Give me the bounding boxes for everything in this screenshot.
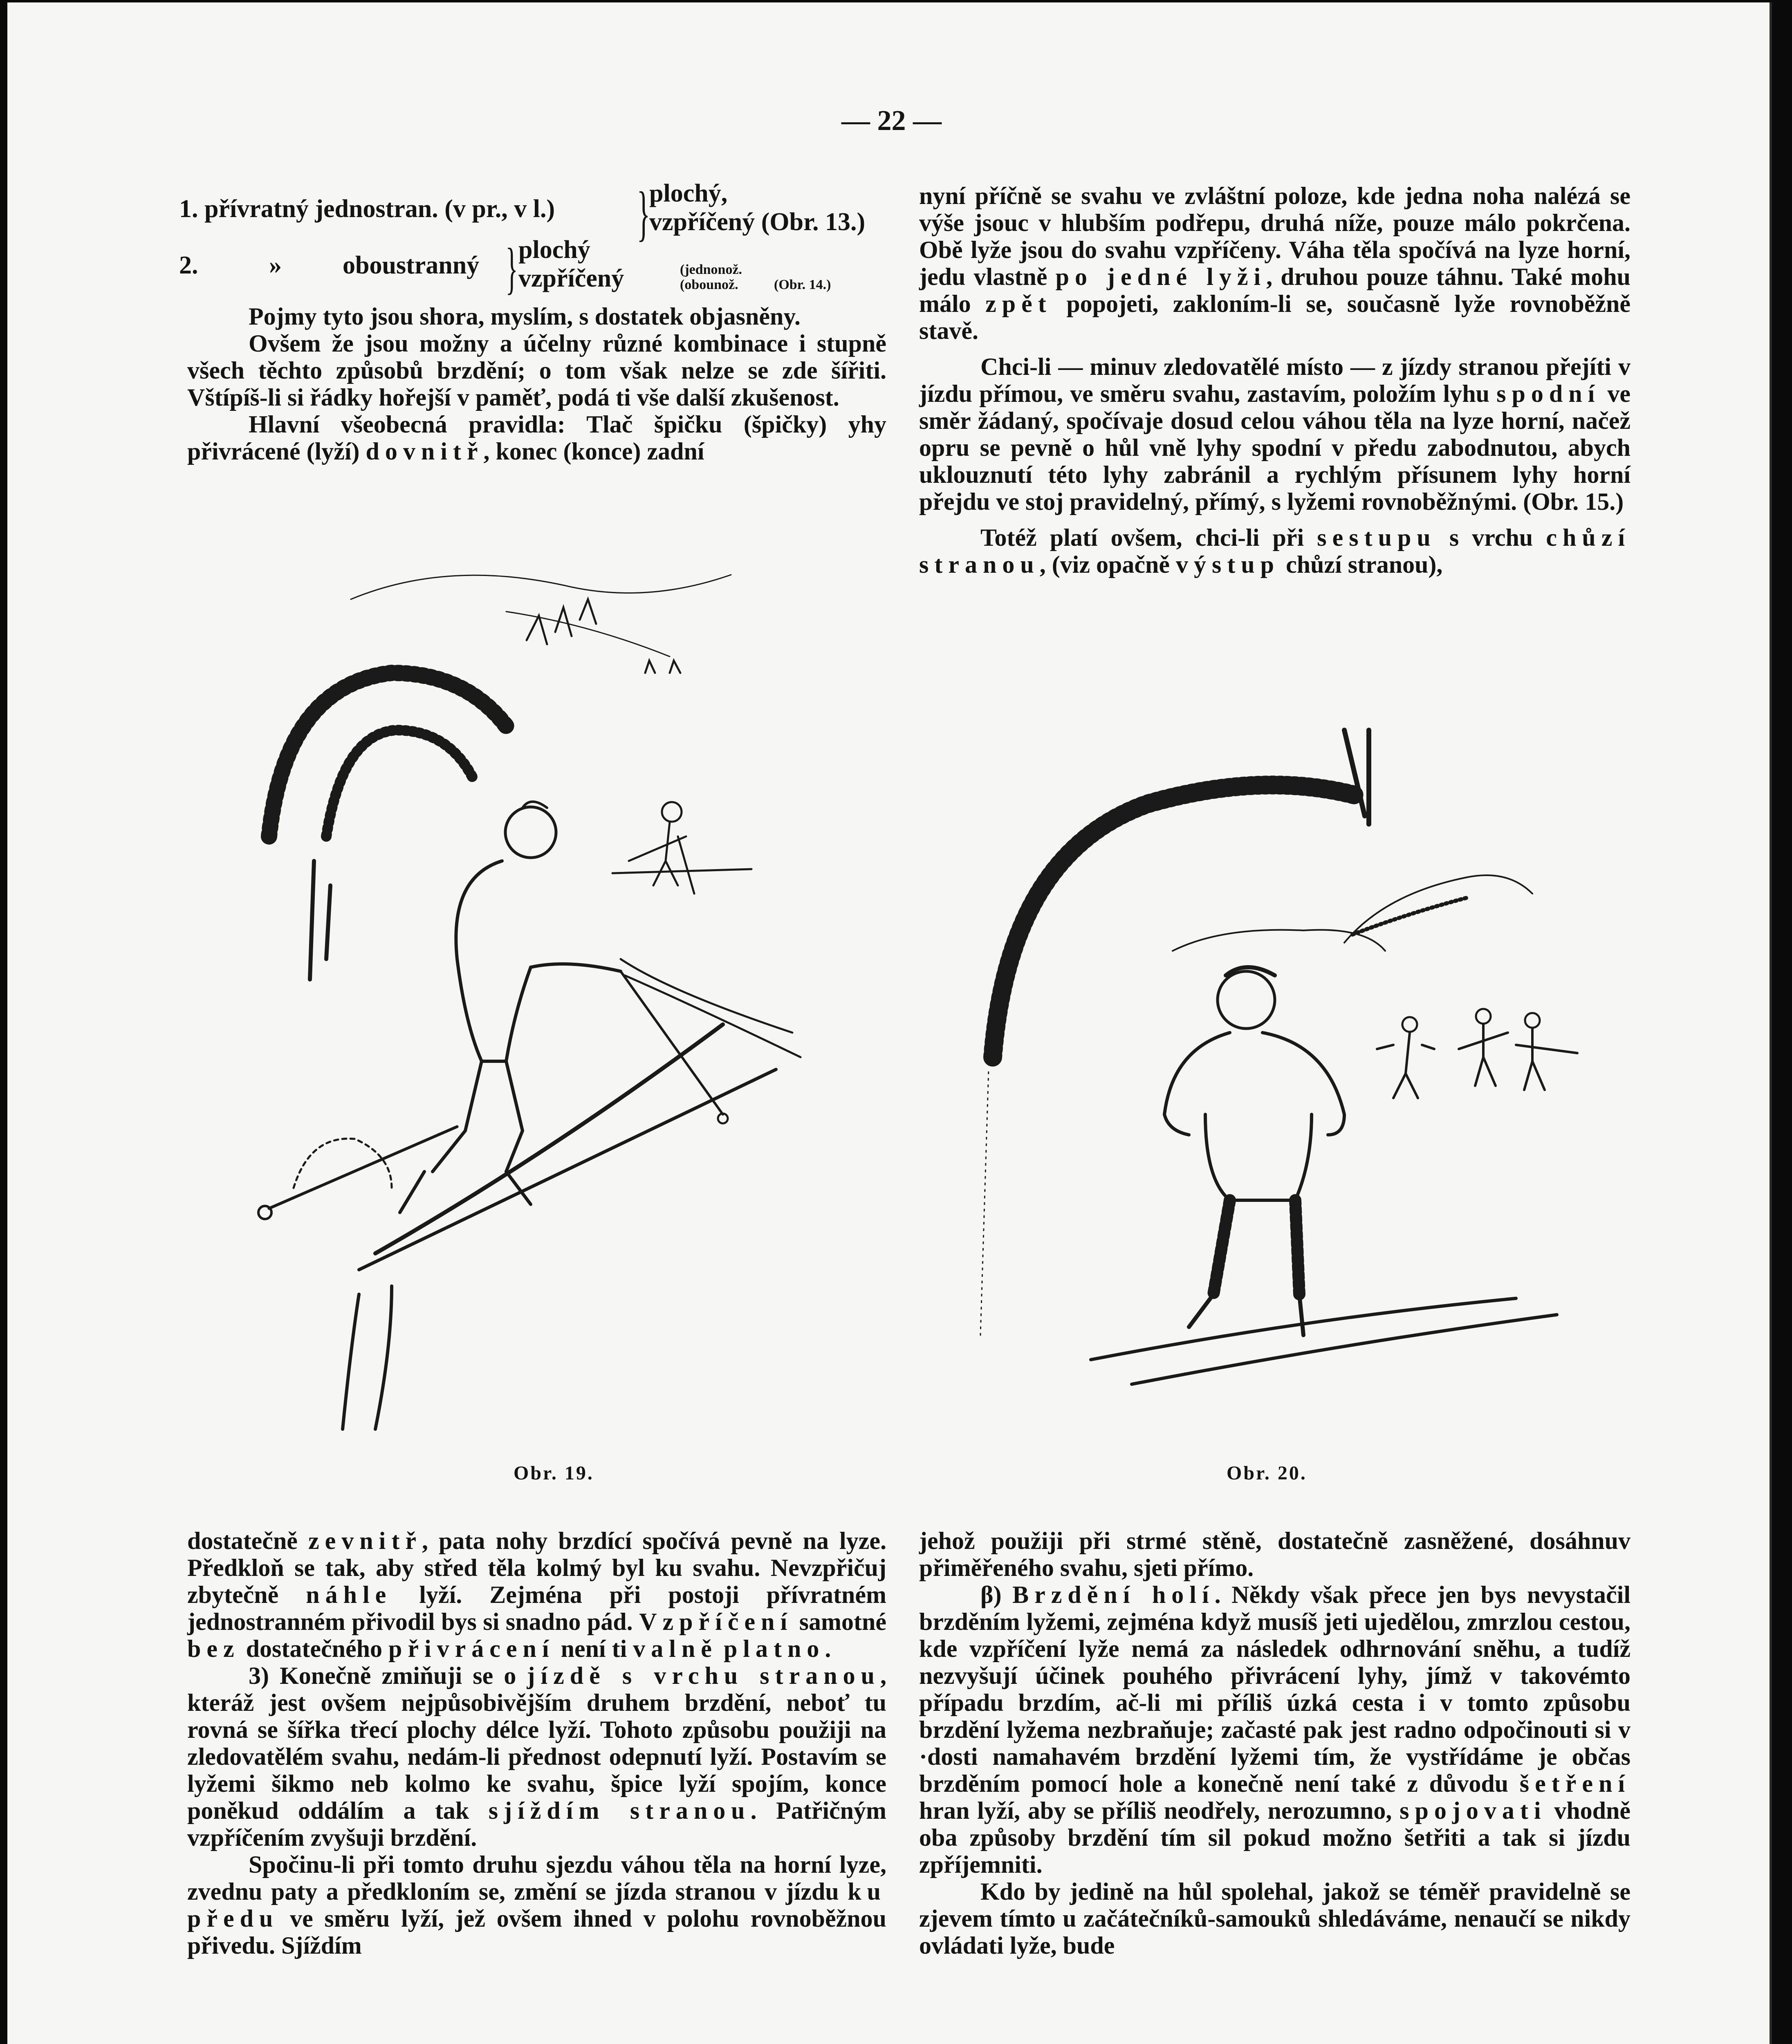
text-run: Hlavní všeobecná pravidla: Tlač špičku (špičky) yhy přivrácené (lyží) bbox=[187, 411, 886, 465]
text-run: . Patřičným vzpříčením zvyšuji brzdění. bbox=[187, 1797, 887, 1851]
brace-2: } bbox=[505, 237, 518, 300]
list-row2-b: vzpříčený bbox=[518, 264, 624, 292]
page-sheet bbox=[7, 2, 1772, 2044]
paragraph: Pojmy tyto jsou shora, myslím, s dostatek objasněny. bbox=[249, 303, 801, 330]
spaced-text: přivrácení bbox=[388, 1635, 555, 1662]
text-run: , konec (konce) zadní bbox=[483, 438, 704, 465]
spaced-text: jízdě s vrchu stranou bbox=[527, 1662, 881, 1689]
spaced-text: po jedné lyži bbox=[1055, 263, 1267, 290]
spaced-text: ku předu bbox=[187, 1878, 887, 1932]
paragraph bbox=[919, 524, 1631, 578]
braking-list bbox=[179, 179, 899, 317]
spaced-text: sjíždím stranou bbox=[488, 1797, 751, 1824]
text-run: , druhou pouze táhnu. Také mohu málo bbox=[919, 263, 1631, 317]
figure-20-illustration bbox=[976, 722, 1581, 1417]
spaced-text: spojovati bbox=[1400, 1797, 1547, 1824]
text-run: Chci-li — minuv zledovatělé místo — z jízdy stranou přejíti v jízdu přímou, ve směru svahu, zastavím, položím lyhu bbox=[919, 353, 1631, 407]
figure-19-caption: Obr. 19. bbox=[514, 1462, 594, 1484]
text-run: nyní příčně se svahu ve zvláštní poloze, kde jedna noha nalézá se výše jsouc v hlubším podřepu, druhá níže, pouze málo pokrčena. Obě lyže jsou do svahu vzpříčeny. Váha těla spočívá na lyze horní, jedu vlastně bbox=[919, 182, 1631, 290]
text-run: dostatečného bbox=[246, 1635, 382, 1662]
page-number: — 22 — bbox=[841, 105, 942, 137]
spaced-text: dovnitř bbox=[366, 438, 484, 465]
text-run: , (viz opačně bbox=[1039, 551, 1170, 578]
text-run: Totéž platí ovšem, chci-li při bbox=[980, 524, 1304, 551]
paragraph bbox=[187, 1662, 886, 1851]
figure-19-illustration bbox=[220, 550, 882, 1433]
text-run: ve směru lyží, jež ovšem ihned v polohu rovnoběžnou přivedu. Sjíždím bbox=[187, 1905, 886, 1959]
text-run: chůzí stranou), bbox=[1286, 551, 1443, 578]
paragraph: Ovšem že jsou možny a účelny různé kombinace i stupně všech těchto způsobů brzdění; o tom však nelze se zde šířiti. Vštípíš-li si řádky hořejší v paměť, podá ti vše další zkušenost. bbox=[187, 330, 886, 411]
spaced-text: Vzpříčení bbox=[639, 1608, 793, 1635]
spaced-text: Brzdění holí bbox=[1012, 1581, 1215, 1608]
paragraph bbox=[187, 411, 886, 465]
list-row2-mark: » bbox=[269, 251, 282, 279]
spaced-text: spodní bbox=[1496, 380, 1601, 407]
paragraph bbox=[187, 1851, 886, 1959]
text-run: ve směr žádaný, spočívaje dosud celou váhou těla na lyze horní, načež opru se pevně o hůl vně lyhy spodní v předu zabodnutou, abych uklouznutí této lyhy zabránil a rychlým přísunem lyhy horní přejdu ve stoj pravidelný, přímý, s lyžemi rovnoběžnými. (Obr. 15.) bbox=[919, 380, 1631, 515]
text-run: 3) Konečně zmiňuji se o bbox=[249, 1662, 516, 1689]
spaced-text: valně bbox=[633, 1635, 718, 1662]
paragraph bbox=[919, 353, 1631, 515]
text-run: hran lyží, aby se příliš neodřely, nerozumno, bbox=[919, 1797, 1392, 1824]
left-top-text bbox=[187, 303, 886, 465]
spaced-text: zpět bbox=[985, 290, 1052, 317]
text-run: není ti bbox=[561, 1635, 627, 1662]
spaced-text: bez bbox=[187, 1635, 240, 1662]
list-row1-b: vzpříčený (Obr. 13.) bbox=[649, 208, 866, 236]
list-row2-ref: (Obr. 14.) bbox=[774, 277, 831, 292]
spaced-text: platno. bbox=[723, 1635, 837, 1662]
paragraph bbox=[187, 1527, 886, 1662]
list-row1-a: plochý, bbox=[649, 179, 728, 207]
left-bottom-text bbox=[187, 1527, 886, 1959]
text-run: dostatečně bbox=[187, 1527, 298, 1554]
spaced-text: náhle bbox=[306, 1581, 392, 1608]
paragraph: Kdo by jedině na hůl spolehal, jakož se téměř pravidelně se zjevem tímto u začátečníků-samouků shledáváme, nenaučí se nikdy ovládati lyže, bude bbox=[919, 1878, 1631, 1959]
paragraph bbox=[919, 182, 1631, 344]
spaced-text: výstup bbox=[1175, 551, 1280, 578]
list-row2-num: 2. bbox=[179, 251, 198, 279]
list-row1-label: 1. přívratný jednostran. (v pr., v l.) bbox=[179, 195, 555, 223]
spaced-text: zevnitř bbox=[308, 1527, 422, 1554]
spaced-text: šetření bbox=[1519, 1770, 1631, 1797]
text-run: lyží. Zejména při postoji přívratném jednostranném přivodil bys si snadno pád. bbox=[187, 1581, 887, 1635]
paragraph bbox=[919, 1581, 1631, 1878]
right-bottom-text bbox=[919, 1527, 1631, 1959]
spaced-text: sestupu bbox=[1317, 524, 1436, 551]
figure-20-caption: Obr. 20. bbox=[1227, 1462, 1307, 1484]
text-run: samotné bbox=[799, 1608, 887, 1635]
text-run: vhodně oba způsoby brzdění tím sil pokud možno šetřiti a tak si jízdu zpříjemniti. bbox=[919, 1797, 1631, 1878]
text-run: popojeti, zakloním-li se, současně lyže rovnoběžně stavě. bbox=[919, 290, 1631, 344]
right-top-text bbox=[919, 182, 1631, 578]
text-run: Spočinu-li při tomto druhu sjezdu váhou těla na horní lyze, zvednu paty a předkloním se, změní se jízda stranou v jízdu bbox=[187, 1851, 886, 1905]
text-run: . Někdy však přece jen bys nevystačil brzděním lyžemi, zejména když musíš jeti ujedělou, zmrzlou cestou, kde vzpříčení lyže nemá za následek odhrnování sněhu, a tudíž nezvyšují účinek pouhého přivrácení lyhy, jímž v takovémto případu brzdím, ač-li mi příliš úzká cesta i v tomto způsobu brzdění lyžema nezbraňuje; začasté pak jest radno odpočinouti si v ·dosti namahavém brzdění lyžemi tím, že vystřídáme je občas brzděním pomocí hole a konečně není také z důvodu bbox=[919, 1581, 1631, 1797]
text-run: , pata nohy brzdící spočívá pevně na lyze. Předkloň se tak, aby střed těla kolmý byl ku svahu. Nevzpřičuj zbytečně bbox=[187, 1527, 886, 1608]
brace-1: } bbox=[637, 179, 650, 247]
paragraph: jehož použiji při strmé stěně, dostatečně zasněžené, dosáhnuv přiměřeného svahu, sjeti přímo. bbox=[919, 1527, 1631, 1581]
text-run: s vrchu bbox=[1449, 524, 1533, 551]
list-row2-a: plochý bbox=[518, 236, 590, 264]
list-row2-c2: (obounož. bbox=[680, 277, 738, 292]
text-run: , kteráž jest ovšem nejpůsobivějším druhem brzdění, neboť tu rovná se šířka třecí plochy délce lyží. Tohoto způsobu použiji na zledovatělém svahu, nedám-li přednost odepnutí lyží. Postavím se lyžemi šikmo neb kolmo ke svahu, špice lyží spojím, konce poněkud oddálím a tak bbox=[187, 1662, 887, 1824]
spaced-text: chůzí stranou bbox=[919, 524, 1631, 578]
list-row2-label: oboustranný bbox=[343, 251, 480, 279]
text-run: β) bbox=[980, 1581, 1002, 1608]
list-row2-c1: (jednonož. bbox=[680, 262, 742, 277]
